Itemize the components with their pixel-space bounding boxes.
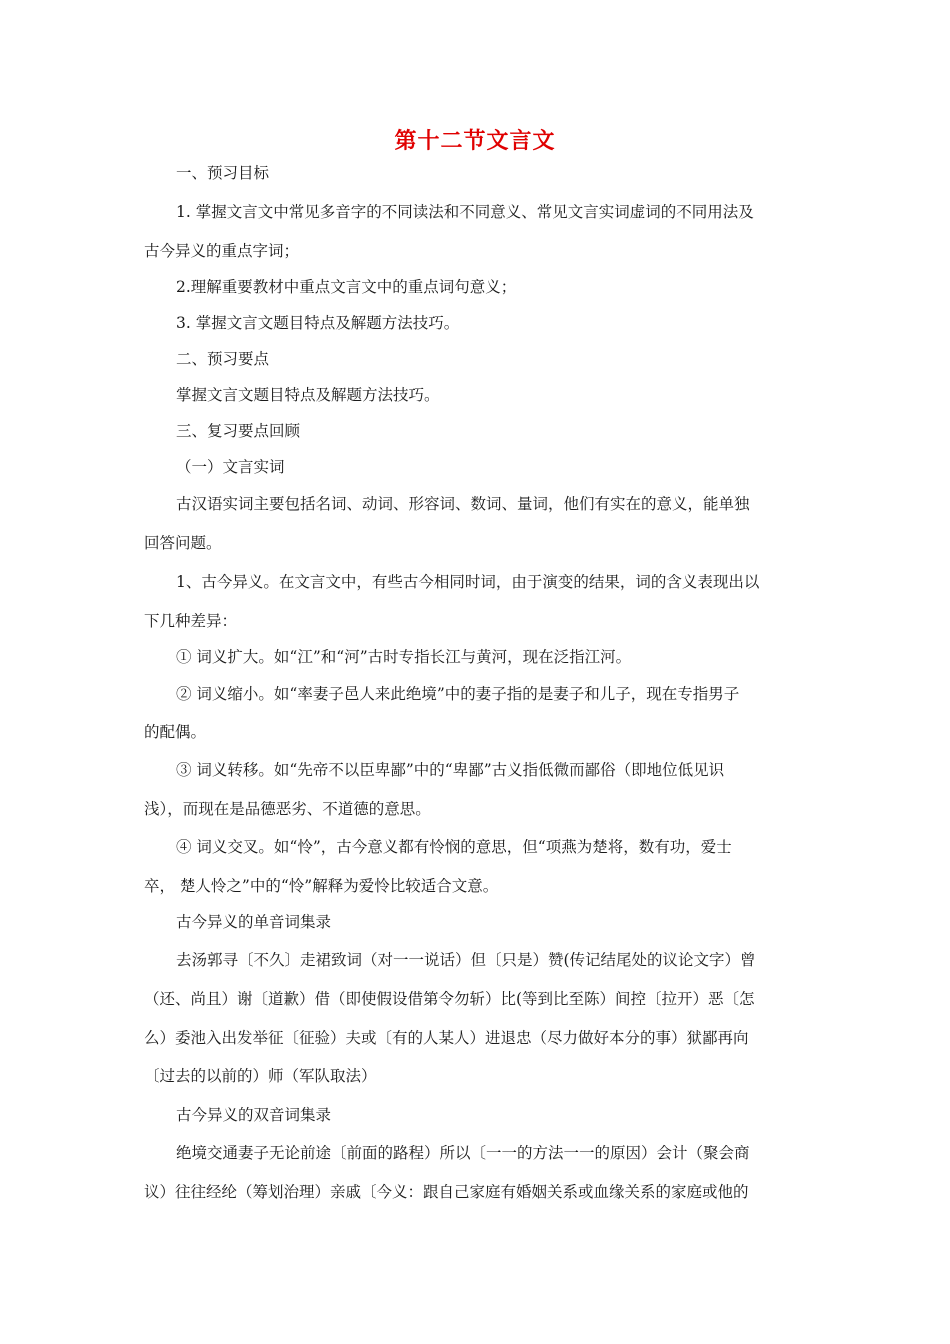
paragraph-line: 的配偶。 — [144, 723, 207, 741]
paragraph-line: 〔过去的以前的）师（军队取法） — [144, 1067, 377, 1085]
paragraph-line: 浅），而现在是品德恶劣、不道德的意思。 — [144, 800, 431, 818]
section-heading-preview-goals: 一、预习目标 — [176, 164, 270, 182]
subheading-single-char: 古今异义的单音词集录 — [176, 913, 332, 931]
paragraph-line: 议）往往经纶（筹划治理）亲戚〔今义：跟自己家庭有婚姻关系或血缘关系的家庭或他的 — [144, 1183, 749, 1201]
list-item: ① 词义扩大。如“江”和“河”古时专指长江与黄河，现在泛指江河。 — [176, 648, 632, 666]
paragraph-line: （还、尚且）谢〔道歉）借（即使假设借第令勿斩）比(等到比至陈）间控〔拉开）恶〔怎 — [144, 990, 755, 1008]
list-item: ② 词义缩小。如“率妻子邑人来此绝境”中的妻子指的是妻子和儿子，现在专指男子 — [176, 685, 740, 703]
section-heading-review: 三、复习要点回顾 — [176, 422, 301, 440]
paragraph-line: 掌握文言文题目特点及解题方法技巧。 — [176, 386, 440, 404]
paragraph-line: 古今异义的重点字词； — [144, 242, 300, 260]
paragraph-line: 回答问题。 — [144, 534, 222, 552]
paragraph-line: 卒， 楚人怜之”中的“怜”解释为爱怜比较适合文意。 — [144, 877, 499, 895]
section-heading-preview-points: 二、预习要点 — [176, 350, 270, 368]
paragraph-line: 2.理解重要教材中重点文言文中的重点词句意义； — [176, 278, 517, 296]
paragraph-line: 绝境交通妻子无论前途〔前面的路程）所以〔一一的方法一一的原因）会计（聚会商 — [176, 1144, 750, 1162]
paragraph-line: 1. 掌握文言文中常见多音字的不同读法和不同意义、常见文言实词虚词的不同用法及 — [176, 203, 754, 221]
paragraph-line: 1、古今异义。在文言文中，有些古今相同时词，由于演变的结果，词的含义表现出以 — [176, 573, 760, 591]
paragraph-line: 么）委池入出发举征〔征验）夫或〔有的人某人）进退忠（尽力做好本分的事）狱鄙再向 — [144, 1029, 749, 1047]
list-item: ④ 词义交叉。如“怜”，古今意义都有怜悯的意思，但“项燕为楚将，数有功，爱士 — [176, 838, 732, 856]
paragraph-line: 去汤郭寻〔不久〕走裙致词（对一一说话）但〔只是）赞(传记结尾处的议论文字）曾 — [176, 951, 756, 969]
list-item: ③ 词义转移。如“先帝不以臣卑鄙”中的“卑鄙”古义指低微而鄙俗（即地位低见识 — [176, 761, 725, 779]
paragraph-line: 下几种差异： — [144, 612, 238, 630]
subheading-double-char: 古今异义的双音词集录 — [176, 1106, 332, 1124]
paragraph-line: 3. 掌握文言文题目特点及解题方法技巧。 — [176, 314, 460, 332]
subsection-heading: （一）文言实词 — [176, 458, 285, 476]
page-title: 第十二节文言文 — [394, 128, 556, 154]
paragraph-line: 古汉语实词主要包括名词、动词、形容词、数词、量词，他们有实在的意义，能单独 — [176, 495, 750, 513]
